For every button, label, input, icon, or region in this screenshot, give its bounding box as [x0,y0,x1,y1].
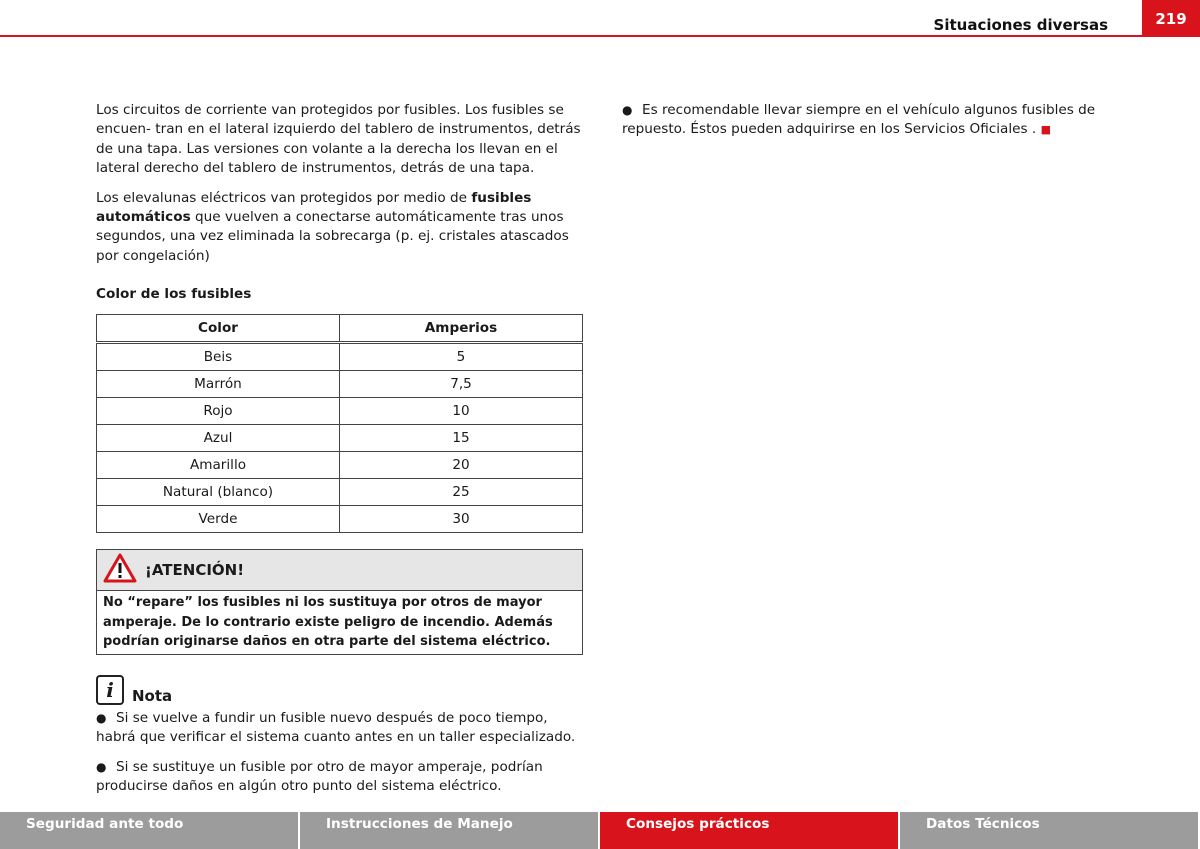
section-title: Situaciones diversas [933,16,1108,34]
cell-color: Natural (blanco) [97,479,340,506]
table-row [97,425,583,452]
end-mark-icon: ■ [1040,123,1051,137]
table-row [97,479,583,506]
cell-amperes: 15 [340,425,583,452]
spare-fuses-item: ● Es recomendable llevar siempre en el vehículo algunos fusibles de repuesto. Éstos pueden adquirirse en los Servicios Oficiales . ■ [622,102,1096,138]
table-row [97,398,583,425]
note-item: ● Si se sustituye un fusible por otro de mayor amperaje, podrían producirse daños en algún otro punto del sistema eléctrico. [96,758,543,794]
warning-title: ¡ATENCIÓN! [145,561,245,580]
footer-tab-datos[interactable]: Datos Técnicos [900,812,1198,849]
table-row [97,452,583,479]
table-heading: Color de los fusibles [96,286,252,303]
cell-amperes: 25 [340,479,583,506]
column-header-color: Color [97,315,340,343]
cell-amperes: 10 [340,398,583,425]
table-row [97,371,583,398]
warning-triangle-icon [103,553,137,587]
automatic-fuses-term: fusibles automáticos [96,189,532,226]
footer-nav [0,812,1200,849]
info-icon: i [96,675,124,705]
footer-tab-seguridad[interactable]: Seguridad ante todo [0,812,298,849]
bullet-icon: ● [96,710,107,725]
bullet-icon: ● [96,759,107,774]
bullet-icon: ● [622,103,633,117]
table-header-row [97,315,583,343]
cell-amperes: 7,5 [340,371,583,398]
window-fuses-paragraph: Los elevalunas eléctricos van protegidos por medio de fusibles automáticos que vuelven a conectarse automáticamente tras unos segundos, una vez eliminada la sobrecarga (p. ej. cristales atascados por congelación) [96,189,569,264]
cell-color: Azul [97,425,340,452]
cell-color: Beis [97,343,340,371]
right-column [622,101,1102,150]
page-number: 219 [1142,0,1200,37]
warning-header [97,550,582,591]
footer-tab-instrucciones[interactable]: Instrucciones de Manejo [300,812,598,849]
cell-amperes: 20 [340,452,583,479]
warning-text: No “repare” los fusibles ni los sustituya por otros de mayor amperaje. De lo contrario existe peligro de incendio. Además podrían originarse daños en otra parte del sistema eléctrico. [103,595,553,650]
footer-tab-consejos[interactable]: Consejos prácticos [600,812,898,849]
cell-amperes: 5 [340,343,583,371]
warning-box [96,549,583,655]
column-header-amperes: Amperios [340,315,583,343]
note-item: ● Si se vuelve a fundir un fusible nuevo después de poco tiempo, habrá que verificar el sistema cuanto antes en un taller especializado. [96,709,576,746]
table-row [97,506,583,533]
fuse-color-table [96,314,583,533]
header-rule [0,35,1200,37]
left-column [96,101,583,806]
cell-amperes: 30 [340,506,583,533]
cell-color: Verde [97,506,340,533]
note-header [96,675,583,705]
cell-color: Amarillo [97,452,340,479]
intro-paragraph: Los circuitos de corriente van protegidos por fusibles. Los fusibles se encuen- tran en el lateral izquierdo del tablero de instrumentos, detrás de una tapa. Las versiones con volante a la derecha los llevan en el lateral derecho del tablero de instrumentos, detrás de una tapa. [96,102,581,177]
note-title: Nota [132,686,173,705]
table-row [97,343,583,371]
cell-color: Marrón [97,371,340,398]
cell-color: Rojo [97,398,340,425]
